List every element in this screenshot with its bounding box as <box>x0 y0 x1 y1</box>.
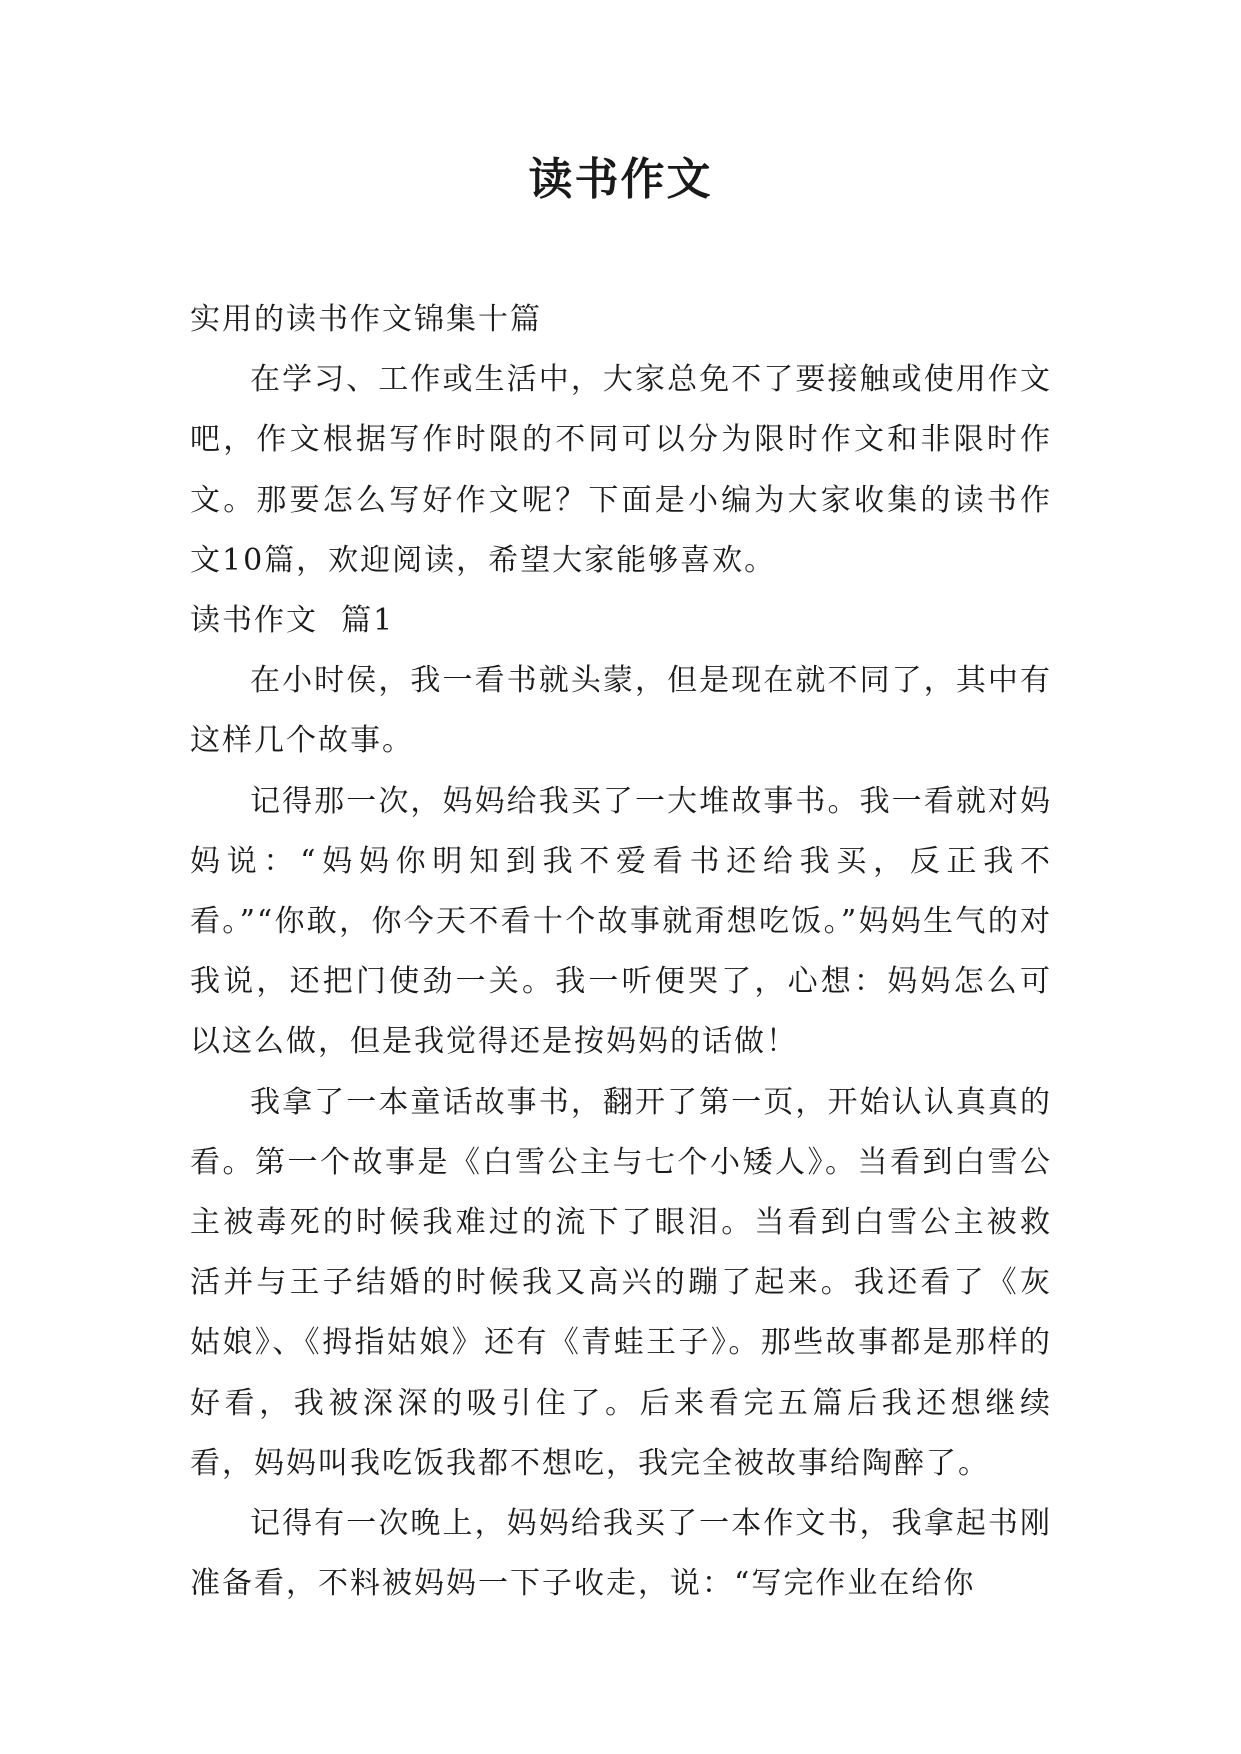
body-paragraph-2: 记得那一次，妈妈给我买了一大堆故事书。我一看就对妈妈说：“妈妈你明知到我不爱看书还给我买，反正我不看。”“你敢，你今天不看十个故事就甭想吃饭。”妈妈生气的对我说，还把门使劲一关。我一听便哭了，心想：妈妈怎么可以这么做，但是我觉得还是按妈妈的话做！ <box>190 783 1052 1060</box>
body-paragraph-3: 我拿了一本童话故事书，翻开了第一页，开始认认真真的看。第一个故事是《白雪公主与七个小矮人》。当看到白雪公主被毒死的时候我难过的流下了眼泪。当看到白雪公主被救活并与王子结婚的时候我又高兴的蹦了起来。我还看了《灰姑娘》、《拇指姑娘》还有《青蛙王子》。那些故事都是那样的好看，我被深深的吸引住了。后来看完五篇后我还想继续看，妈妈叫我吃饭我都不想吃，我完全被故事给陶醉了。 <box>190 1084 1052 1481</box>
body-paragraph-1: 在小时侯，我一看书就头蒙，但是现在就不同了，其中有这样几个故事。 <box>190 663 1052 759</box>
document-body <box>190 290 1052 1614</box>
section-heading: 读书作文 篇1 <box>190 603 395 639</box>
body-paragraph-4: 记得有一次晚上，妈妈给我买了一本作文书，我拿起书刚准备看，不料被妈妈一下子收走，说：“写完作业在给你 <box>190 1506 1052 1602</box>
document-subtitle: 实用的读书作文锦集十篇 <box>190 302 542 337</box>
document-title: 读书作文 <box>528 154 713 205</box>
intro-paragraph: 在学习、工作或生活中，大家总免不了要接触或使用作文吧，作文根据写作时限的不同可以分为限时作文和非限时作文。那要怎么写好作文呢？下面是小编为大家收集的读书作文10篇，欢迎阅读，希望大家能够喜欢。 <box>190 362 1052 578</box>
